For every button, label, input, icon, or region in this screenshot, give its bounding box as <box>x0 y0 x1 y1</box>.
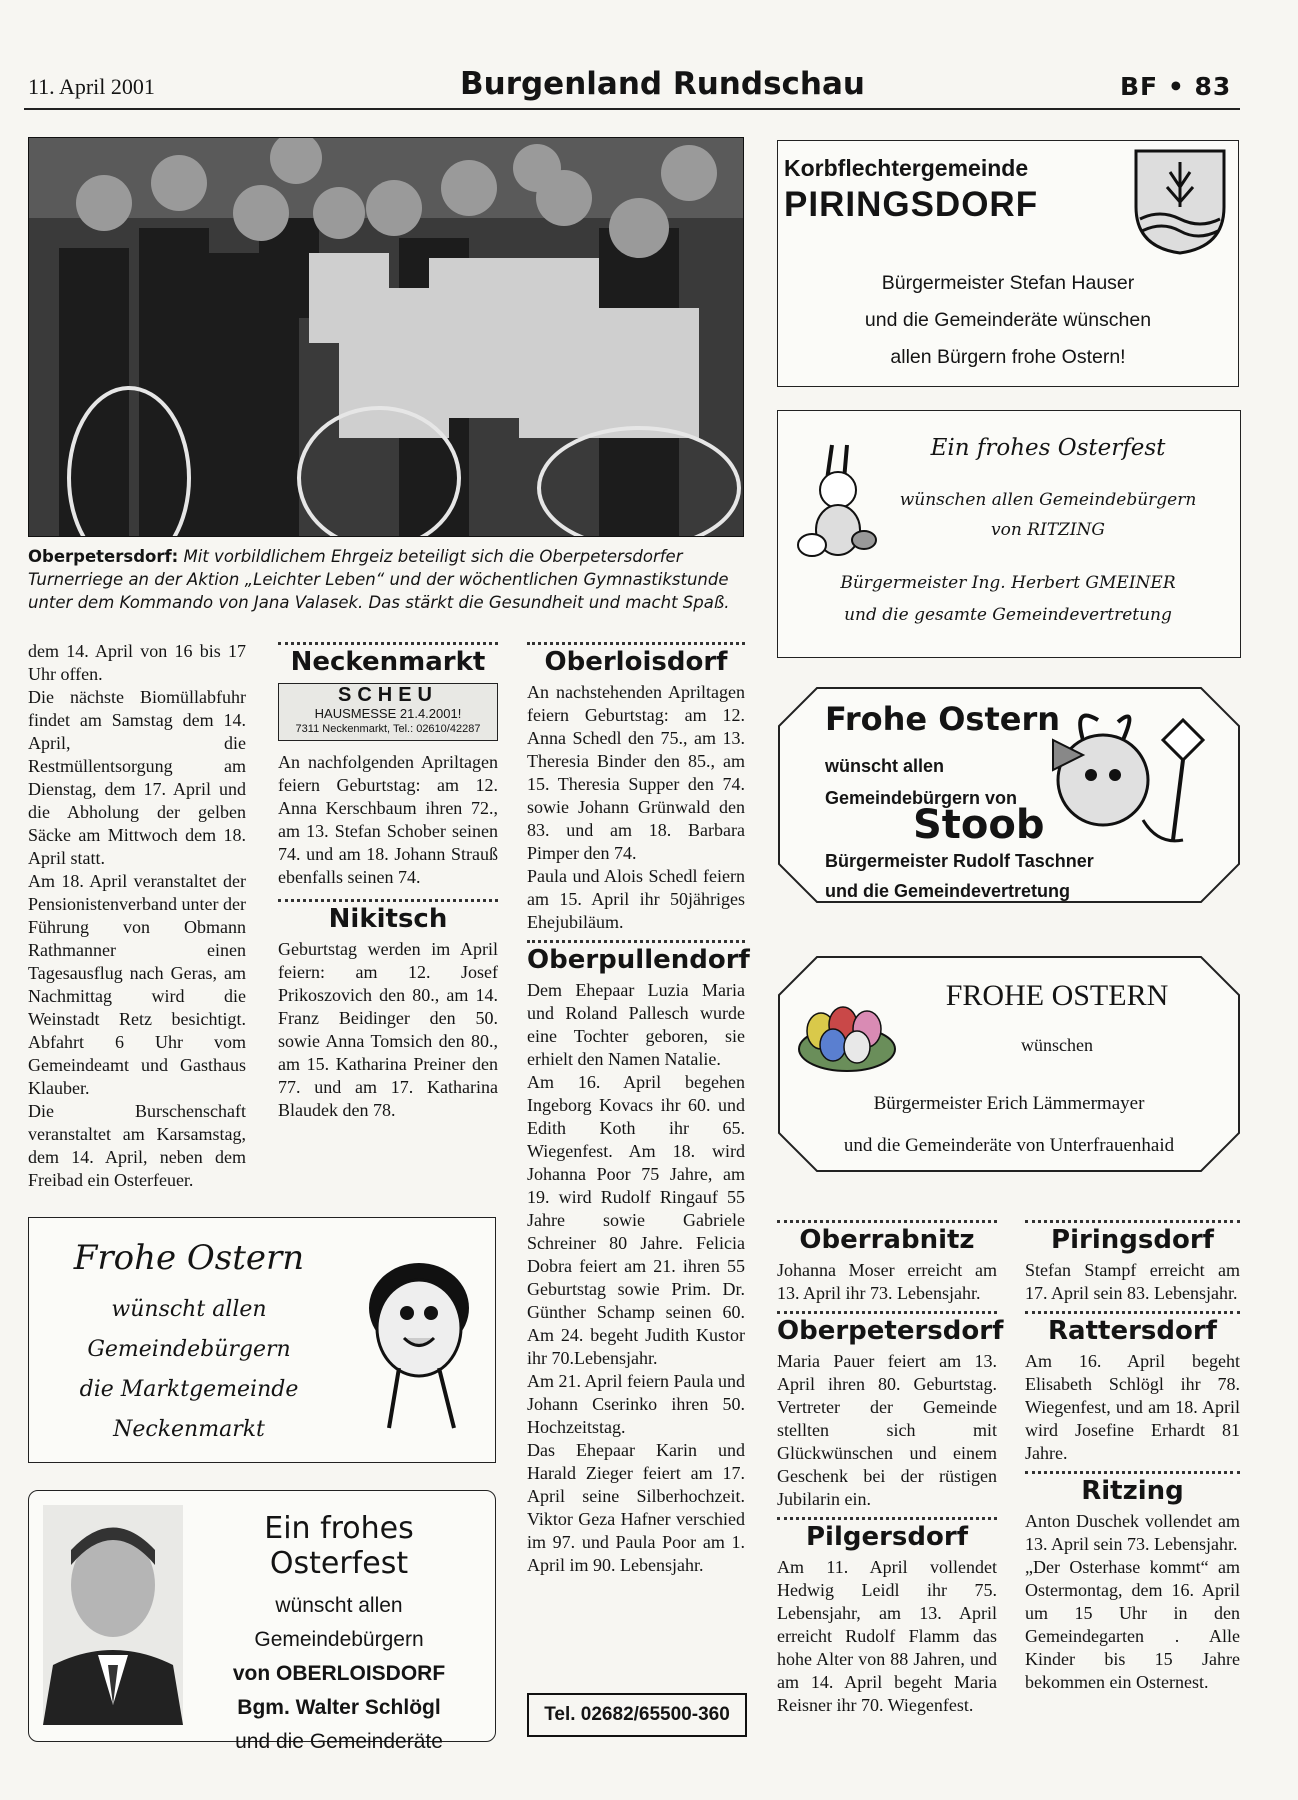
newspaper-title: Burgenland Rundschau <box>460 66 865 102</box>
ad-oberloisdorf-body <box>194 1511 484 1759</box>
ad-piringsdorf <box>777 140 1239 387</box>
pilgersdorf-text: Am 11. April vollendet Hedwig Leidl ihr 75. Lebensjahr, am 13. April erreicht Rudolf Flamm das hohe Alter von 88 Jahren, und am 14. April begeht Maria Reisner ihr 70. Wiegenfest. <box>777 1557 997 1715</box>
ad-stoob <box>777 686 1241 904</box>
easter-bunny-icon <box>792 435 882 565</box>
section-title-rattersdorf: Rattersdorf <box>1048 1316 1217 1346</box>
oberloisdorf-text: An nachstehenden Apriltagen feiern Geburtstag: am 12. Anna Schedl den 75., am 13. Theresia Binder den 85., am 15. Theresia Supper den 74. sowie Johann Grünwald den 83. und am 18. Barbara Pimper den 74. Paula und Alois Schedl feiern am 15. April ihr 50jähriges Ehejubiläum. <box>527 682 745 932</box>
ad-ritzing-line-3: Bürgermeister Ing. Herbert GMEINER <box>840 573 1176 593</box>
ad-unterfrauenhaid <box>777 955 1241 1173</box>
ad-piringsdorf-text-3: allen Bürgern frohe Ostern! <box>890 346 1126 368</box>
section-title-piringsdorf: Piringsdorf <box>1051 1225 1214 1255</box>
section-title-oberpullendorf: Oberpullendorf <box>527 945 750 975</box>
rattersdorf-text: Am 16. April begeht Elisabeth Schlögl ihr 78. Wiegenfest, und am 18. April wird Josefine Erhardt 81 Jahre. <box>1025 1351 1240 1463</box>
column-5 <box>1025 1220 1240 1694</box>
ritzing-text: Anton Duschek vollendet am 13. April sein 73. Lebensjahr. „Der Osterhase kommt“ am Ostermontag, dem 16. April um 15 Uhr in den Gemeindegarten . Alle Kinder bis 15 Jahre bekommen ein Osternest. <box>1025 1511 1240 1692</box>
ad-unterfrauenhaid-line-3: und die Gemeinderäte von Unterfrauenhaid <box>843 1135 1175 1156</box>
photo-caption <box>28 545 748 614</box>
section-title-oberloisdorf: Oberloisdorf <box>544 647 728 677</box>
page-number: BF • 83 <box>1120 72 1232 101</box>
piringsdorf-text: Stefan Stampf erreicht am 17. April sein 83. Lebensjahr. <box>1025 1260 1240 1303</box>
column-1-text: dem 14. April von 16 bis 17 Uhr offen. Die nächste Biomüllabfuhr findet am Samstag dem 14. April, die Restmüllentsorgung am Dienstag, dem 17. April und die Abholung der gelben Säcke am Mittwoch dem 18. April statt. Am 18. April veranstaltet der Pensionistenverband unter der Führung von Obmann Rathmanner einen Tagesausflug nach Geras, am Nachmittag wird die Weinstadt Retz besichtigt. Abfahrt 6 Uhr vom Gemeindeamt und Gasthaus Klauber. Die Burschenschaft veranstaltet am Karsamstag, dem 14. April, neben dem Freibad ein Osterfeuer. <box>28 641 246 1190</box>
column-2 <box>278 642 498 1122</box>
scheu-line-1: HAUSMESSE 21.4.2001! <box>314 706 462 721</box>
section-title-oberpetersdorf: Oberpetersdorf <box>777 1316 1004 1346</box>
caption-place: Oberpetersdorf: <box>28 547 179 566</box>
ad-piringsdorf-text-1: Bürgermeister Stefan Hauser <box>881 272 1135 294</box>
bunny-with-daffodil-icon <box>1043 700 1218 850</box>
oberrabnitz-text: Johanna Moser erreicht am 13. April ihr 73. Lebensjahr. <box>777 1260 997 1303</box>
ad-neckenmarkt-line-4: Neckenmarkt <box>113 1417 265 1442</box>
ad-stoob-line-1: wünscht allen <box>825 756 945 776</box>
dotted-rule <box>1025 1220 1240 1223</box>
ad-oberloisdorf-line-5: und die Gemeinderäte <box>235 1730 443 1753</box>
ad-ritzing-line-1: wünschen allen Gemeindebürgern <box>899 490 1197 510</box>
section-title-ritzing: Ritzing <box>1081 1476 1184 1506</box>
section-title-pilgersdorf: Pilgersdorf <box>805 1522 969 1552</box>
issue-date: 11. April 2001 <box>28 74 155 99</box>
section-title-nikitsch: Nikitsch <box>328 904 448 934</box>
section-title-oberrabnitz: Oberrabnitz <box>799 1225 975 1255</box>
dotted-rule <box>1025 1471 1240 1474</box>
ad-unterfrauenhaid-line-1: wünschen <box>1021 1035 1093 1055</box>
ad-ritzing <box>777 410 1241 658</box>
ad-ritzing-body <box>878 485 1218 545</box>
ad-piringsdorf-line-1: Korbflechtergemeinde <box>784 155 1029 181</box>
ad-stoob-signature <box>825 846 1094 906</box>
nikitsch-text: Geburtstag werden im April feiern: am 12. Josef Prikoszovich den 80., am 14. Franz Beidinger den 50. sowie Anna Tomsich den 80., am 15. Katharina Preiner den 77. und am 17. Katharina Blaudek den 78. <box>278 939 498 1120</box>
ad-oberloisdorf <box>28 1490 496 1753</box>
dotted-rule <box>777 1517 997 1520</box>
dotted-rule <box>278 642 498 645</box>
scheu-ad <box>278 683 498 741</box>
ad-oberloisdorf-line-1: wünscht allen <box>275 1594 403 1617</box>
ad-oberloisdorf-line-3: von OBERLOISDORF <box>232 1662 446 1685</box>
ad-ritzing-title: Ein frohes Osterfest <box>930 435 1166 461</box>
ad-stoob-title: Frohe Ostern <box>825 700 1061 738</box>
neckenmarkt-text: An nachfolgenden Apriltagen feiern Geburtstag: am 12. Anna Kerschbaum ihren 72., am 13. Stefan Schober seinen 74. und am 18. Johann Strauß ebenfalls seinen 74. <box>278 752 498 887</box>
dotted-rule <box>777 1220 997 1223</box>
easter-eggs-icon <box>797 997 897 1073</box>
group-photo <box>28 137 744 537</box>
ad-unterfrauenhaid-signature <box>777 1083 1241 1167</box>
ad-unterfrauenhaid-line-2: Bürgermeister Erich Lämmermayer <box>873 1093 1145 1114</box>
ad-unterfrauenhaid-title: FROHE OSTERN <box>945 979 1169 1012</box>
ad-stoob-line-3: Bürgermeister Rudolf Taschner <box>825 851 1094 871</box>
dotted-rule <box>777 1311 997 1314</box>
scheu-line-2: 7311 Neckenmarkt, Tel.: 02610/42287 <box>295 723 481 735</box>
ad-neckenmarkt-line-3: die Marktgemeinde <box>79 1377 299 1402</box>
header-rule <box>24 108 1240 110</box>
dotted-rule <box>1025 1311 1240 1314</box>
ad-ritzing-signature <box>798 567 1218 631</box>
ad-neckenmarkt-title: Frohe Ostern <box>73 1238 305 1278</box>
mayor-portrait <box>43 1505 183 1725</box>
ad-piringsdorf-body <box>778 265 1238 376</box>
ad-neckenmarkt-line-1: wünscht allen <box>111 1297 267 1322</box>
ad-ritzing-line-2: von RITZING <box>990 520 1106 540</box>
ad-oberloisdorf-title: Ein frohes Osterfest <box>264 1511 414 1581</box>
dotted-rule <box>278 899 498 902</box>
ad-stoob-place: Stoob <box>913 802 1045 848</box>
oberpetersdorf-text: Maria Pauer feiert am 13. April ihren 80. Geburtstag. Vertreter der Gemeinde stellten sich mit Glückwünschen und einem Geschenk bei der rüstigen Jubilarin ein. <box>777 1351 997 1509</box>
ad-neckenmarkt-line-2: Gemeindebürgern <box>87 1337 291 1362</box>
ad-ritzing-line-4: und die gesamte Gemeindevertretung <box>844 605 1172 625</box>
oberpullendorf-text: Dem Ehepaar Luzia Maria und Roland Pallesch wurde eine Tochter geboren, sie erhielt den Namen Natalie. Am 16. April begehen Ingeborg Kovacs ihr 60. und Edith Koth ihr 65. Wiegenfest. Am 18. wird Johanna Poor 75 Jahre, am 19. wird Rudolf Ringauf 55 Jahre sowie Gabriele Schreiner 80 Jahre. Felicia Dobra feiert am 21. ihren 55 Geburtstag sowie Prim. Dr. Günther Schamp seinen 60. Am 24. begeht Judith Kustor ihr 70.Lebensjahr. Am 21. April feiern Paula und Johann Cserinko ihren 50. Hochzeitstag. Das Ehepaar Karin und Harald Zieger feiert am 17. April seine Silberhochzeit. Viktor Geza Hafner verschied im 97. und Paula Poor am 1. April im 90. Lebensjahr. <box>527 980 745 1575</box>
caption-text: Mit vorbildlichem Ehrgeiz beteiligt sich die Oberpetersdorfer Turnerriege an der Aktion „Leichter Leben“ und der wöchentlichen Gymnastikstunde unter dem Kommando von Jana Valasek. Das stärkt die Gesundheit und macht Spaß. <box>28 547 730 612</box>
ad-oberloisdorf-line-2: Gemeindebürgern <box>254 1628 424 1651</box>
ad-oberloisdorf-line-4: Bgm. Walter Schlögl <box>237 1696 441 1719</box>
ad-stoob-line-4: und die Gemeindevertretung <box>825 881 1071 901</box>
dotted-rule <box>527 940 745 943</box>
telephone-box: Tel. 02682/65500-360 <box>527 1693 747 1737</box>
chick-icon <box>359 1238 479 1438</box>
dotted-rule <box>527 642 745 645</box>
ad-stoob-line-2: Gemeindebürgern von <box>825 788 1018 808</box>
photo-illustration <box>29 138 743 536</box>
ad-piringsdorf-text-2: und die Gemeinderäte wünschen <box>864 309 1152 331</box>
ad-neckenmarkt-body <box>39 1290 339 1450</box>
coat-of-arms-icon <box>1132 147 1228 257</box>
column-3 <box>527 642 750 1577</box>
section-title-neckenmarkt: Neckenmarkt <box>290 647 486 677</box>
column-4 <box>777 1220 1004 1717</box>
scheu-logo: SCHEU <box>337 684 438 706</box>
ad-piringsdorf-line-2: PIRINGSDORF <box>784 185 1039 224</box>
ad-neckenmarkt <box>28 1217 496 1463</box>
